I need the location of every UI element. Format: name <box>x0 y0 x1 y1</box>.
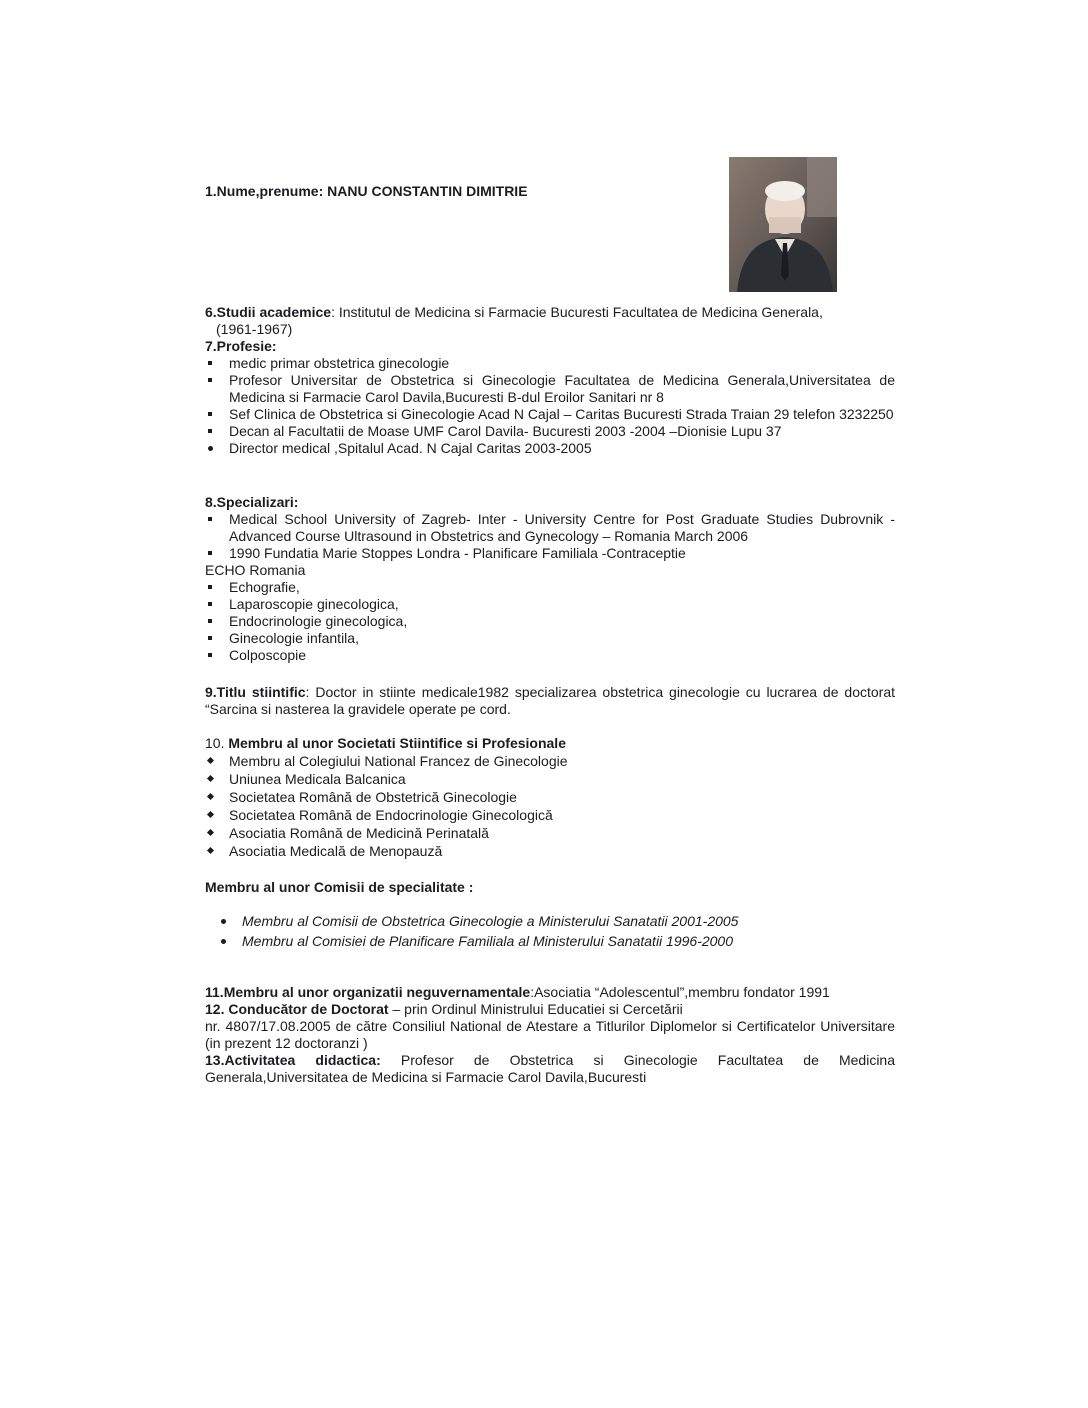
commissions-heading-block <box>205 879 895 896</box>
list-item: Laparoscopie ginecologica, <box>205 596 895 613</box>
name-label: 1.Nume,prenume: <box>205 183 324 199</box>
profession-heading: 7.Profesie: <box>205 338 277 354</box>
commissions-list <box>218 913 898 950</box>
specializations-heading: 8.Specializari: <box>205 494 299 510</box>
doctorate-label: 12. Conducător de Doctorat <box>205 1001 389 1017</box>
commissions-heading: Membru al unor Comisii de specialitate : <box>205 879 474 895</box>
list-item: Membru al Colegiului National Francez de Ginecologie <box>205 753 895 770</box>
list-item: Echografie, <box>205 579 895 596</box>
doctorate-text-2: nr. 4807/17.08.2005 de către Consiliul National de Atestare a Titlurilor Diplomelor si Certificatelor Universitare (in prezent 12 doctoranzi ) <box>205 1018 895 1051</box>
studies-years: (1961-1967) <box>216 321 293 337</box>
specializations-section <box>205 494 895 664</box>
list-item: Colposcopie <box>205 647 895 664</box>
list-item: Sef Clinica de Obstetrica si Ginecologie Acad N Cajal – Caritas Bucuresti Strada Traian 29 telefon 3232250 <box>205 406 895 423</box>
commissions-section <box>218 913 898 950</box>
list-item: Profesor Universitar de Obstetrica si Ginecologie Facultatea de Medicina Generala,Universitatea de Medicina si Farmacie Carol Davila,Bucuresti B-dul Eroilor Sanitari nr 8 <box>205 372 895 406</box>
doctorate-text: – prin Ordinul Ministrului Educatiei si Cercetării <box>388 1001 683 1017</box>
societies-list <box>205 753 895 860</box>
list-item: Societatea Română de Endocrinologie Ginecologică <box>205 807 895 824</box>
ngo-section <box>205 984 895 1001</box>
profession-list <box>205 355 895 457</box>
studies-line <box>205 304 895 321</box>
list-item: Asociatia Medicală de Menopauză <box>205 843 895 860</box>
list-item: Asociatia Română de Medicină Perinatală <box>205 825 895 842</box>
profession-section <box>205 338 895 457</box>
doctorate-section <box>205 1001 895 1052</box>
list-item: Ginecologie infantila, <box>205 630 895 647</box>
name-line <box>205 183 705 200</box>
scientific-title-text: : Doctor in stiinte medicale1982 specializarea obstetrica ginecologie cu lucrarea de doctorat “Sarcina si nasterea la gravidele operate pe cord. <box>205 684 895 717</box>
teaching-label: 13.Activitatea didactica: <box>205 1052 381 1068</box>
list-item: Societatea Română de Obstetrică Ginecologie <box>205 789 895 806</box>
teaching-text: Profesor de Obstetrica si Ginecologie Facultatea de Medicina Generala,Universitatea de Medicina si Farmacie Carol Davila,Bucuresti <box>205 1052 896 1085</box>
societies-section <box>205 735 895 860</box>
societies-heading: Membru al unor Societati Stiintifice si Profesionale <box>228 735 566 751</box>
list-item: 1990 Fundatia Marie Stoppes Londra - Planificare Familiala -Contraceptie <box>205 545 895 562</box>
scientific-title-label: 9.Titlu stiintific <box>205 684 306 700</box>
studies-label: 6.Studii academice <box>205 304 332 320</box>
person-name: NANU CONSTANTIN DIMITRIE <box>327 183 528 199</box>
studies-section <box>205 304 895 338</box>
societies-number: 10. <box>205 735 229 751</box>
list-item: Medical School University of Zagreb- Inter - University Centre for Post Graduate Studies Dubrovnik -Advanced Course Ultrasound in Obstetrics and Gynecology – Romania March 2006 <box>205 511 895 545</box>
specializations-list-b <box>205 579 895 664</box>
list-item: Decan al Facultatii de Moase UMF Carol Davila- Bucuresti 2003 -2004 –Dionisie Lupu 37 <box>205 423 895 440</box>
ngo-text: :Asociatia “Adolescentul”,membru fondator 1991 <box>530 984 830 1000</box>
list-item: Uniunea Medicala Balcanica <box>205 771 895 788</box>
list-item: medic primar obstetrica ginecologie <box>205 355 895 372</box>
list-item: Membru al Comisii de Obstetrica Ginecologie a Ministerului Sanatatii 2001-2005 <box>218 913 898 930</box>
portrait-photo <box>729 157 837 292</box>
echo-label: ECHO Romania <box>205 562 306 578</box>
studies-text: : Institutul de Medicina si Farmacie Bucuresti Facultatea de Medicina Generala, <box>331 304 823 320</box>
teaching-section <box>205 1052 895 1086</box>
ngo-label: 11.Membru al unor organizatii neguvernamentale <box>205 984 531 1000</box>
scientific-title-section <box>205 684 895 718</box>
list-item: Director medical ,Spitalul Acad. N Cajal Caritas 2003-2005 <box>205 440 895 457</box>
list-item: Membru al Comisiei de Planificare Familiala al Ministerului Sanatatii 1996-2000 <box>218 933 898 950</box>
specializations-list-a <box>205 511 895 562</box>
list-item: Endocrinologie ginecologica, <box>205 613 895 630</box>
